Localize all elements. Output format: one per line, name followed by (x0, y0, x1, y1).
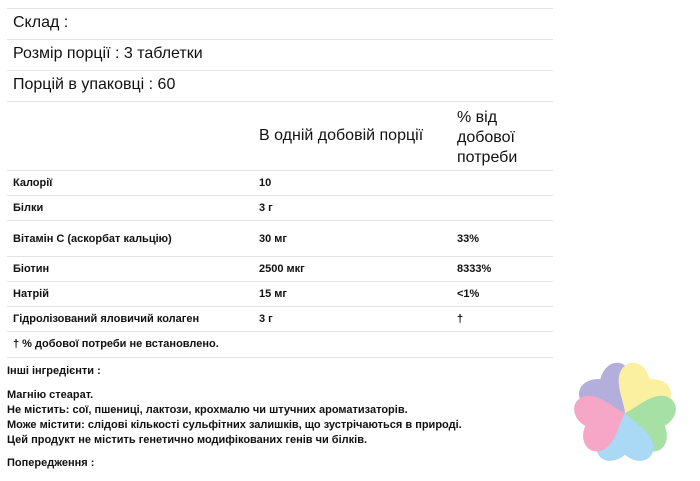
row-name: Вітамін С (аскорбат кальцію) (7, 221, 253, 257)
table-row (7, 196, 553, 221)
supplement-facts (7, 8, 553, 358)
header-daily-value (451, 102, 553, 171)
servings-per-container: Порцій в упаковці : 60 (13, 76, 176, 93)
row-amount: 2500 мкг (253, 257, 451, 282)
row-dv (451, 171, 553, 196)
heart-flower-logo-icon (555, 343, 695, 478)
ingredients-line: Магнію стеарат. (7, 389, 94, 401)
composition-label: Склад : (13, 14, 69, 31)
header-amount: В одній добовій порції (253, 102, 451, 171)
row-name: Калорії (7, 171, 253, 196)
header-dv-line1: % від (457, 109, 498, 126)
row-dv: 8333% (451, 257, 553, 282)
header-empty-cell (7, 102, 253, 171)
table-row (7, 282, 553, 307)
row-amount: 30 мг (253, 221, 451, 257)
non-gmo-line: Цей продукт не містить генетично модифікованих генів чи білків. (7, 434, 368, 446)
table-row (7, 257, 553, 282)
table-row (7, 307, 553, 332)
nutrition-table (7, 102, 553, 332)
table-header-row (7, 102, 553, 171)
header-dv-line2: добової (457, 129, 515, 146)
row-amount: 10 (253, 171, 451, 196)
free-from-line: Не містить: сої, пшениці, лактози, крохмалю чи штучних ароматизаторів. (7, 404, 408, 416)
table-row (7, 171, 553, 196)
may-contain-line: Може містити: слідові кількості сульфітних залишків, що зустрічаються в природі. (7, 419, 462, 431)
other-ingredients-title: Інші інгредієнти : (7, 365, 101, 377)
row-amount: 3 г (253, 196, 451, 221)
row-amount: 3 г (253, 307, 451, 332)
row-name: Натрій (7, 282, 253, 307)
row-dv: 33% (451, 221, 553, 257)
row-dv (451, 196, 553, 221)
other-ingredients-body (7, 388, 527, 448)
dv-footnote: † % добової потреби не встановлено. (13, 338, 219, 350)
row-amount: 15 мг (253, 282, 451, 307)
serving-size: Розмір порції : 3 таблетки (13, 45, 203, 62)
divider (7, 357, 553, 358)
row-name: Білки (7, 196, 253, 221)
table-row (7, 221, 553, 257)
row-name: Гідролізований яловичий колаген (7, 307, 253, 332)
warning-title: Попередження : (7, 457, 95, 469)
row-dv: <1% (451, 282, 553, 307)
row-dv: † (451, 307, 553, 332)
row-name: Біотин (7, 257, 253, 282)
header-dv-line3: потреби (457, 149, 518, 166)
